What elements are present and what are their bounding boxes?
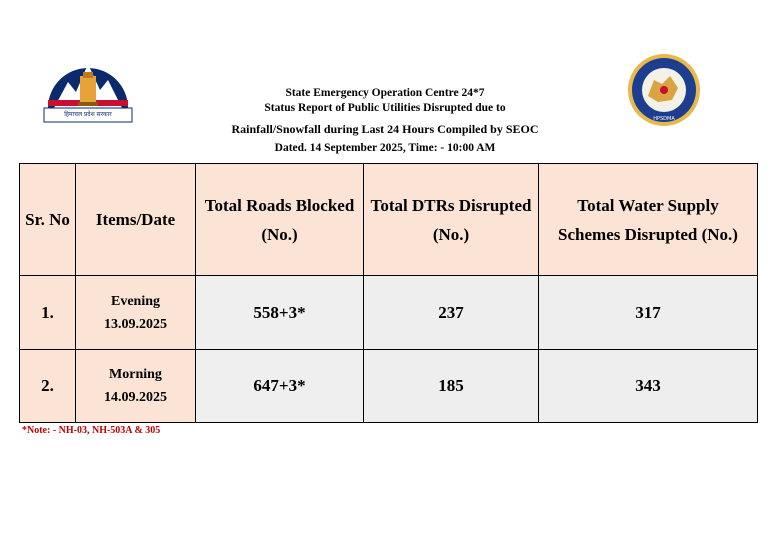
- footnote: *Note: - NH-03, NH-503A & 305: [22, 425, 161, 436]
- cell-sr: 1.: [20, 276, 76, 349]
- report-date: Dated. 14 September 2025, Time: - 10:00 AM: [274, 142, 496, 154]
- header-roads-blocked: [196, 164, 364, 276]
- cell-roads: 647+3*: [196, 349, 364, 422]
- header-items-date: Items/Date: [76, 164, 196, 276]
- cell-water: 317: [539, 276, 758, 349]
- cell-item-date-value: 13.09.2025: [104, 316, 167, 332]
- report-title-line1: State Emergency Operation Centre 24*7: [285, 87, 485, 99]
- cell-roads: 558+3*: [196, 276, 364, 349]
- report-title-line2: Status Report of Public Utilities Disrupted due to: [264, 102, 506, 114]
- table-header-row: [20, 164, 758, 276]
- status-report-table: [19, 163, 758, 423]
- table-row: [20, 276, 758, 349]
- logo-caption: HPSDMA: [653, 116, 675, 122]
- cell-sr: 2.: [20, 349, 76, 422]
- logo-caption: हिमाचल प्रदेश सरकार: [64, 111, 112, 118]
- header-dtr-unit: (No.): [432, 224, 470, 244]
- header-water-label: Total Water Supply: [577, 195, 719, 215]
- cell-item-date: [76, 276, 196, 349]
- header-dtr-label: Total DTRs Disrupted: [370, 195, 532, 215]
- cell-item-period: Morning: [109, 366, 162, 382]
- table-row: [20, 349, 758, 422]
- cell-dtr: 237: [364, 276, 539, 349]
- report-title-line3: Rainfall/Snowfall during Last 24 Hours Compiled by SEOC: [231, 122, 539, 136]
- cell-item-period: Evening: [110, 293, 160, 309]
- header-sr-no: Sr. No: [20, 164, 76, 276]
- header-water-unit: Schemes Disrupted (No.): [558, 224, 738, 244]
- cell-item-date-value: 14.09.2025: [104, 389, 167, 405]
- header-roads-unit: (No.): [261, 224, 298, 244]
- cell-dtr: 185: [364, 349, 539, 422]
- cell-water: 343: [539, 349, 758, 422]
- header-roads-label: Total Roads Blocked: [204, 195, 355, 215]
- cell-item-date: [76, 349, 196, 422]
- header-water-supply: [539, 164, 758, 276]
- header-dtrs-disrupted: [364, 164, 539, 276]
